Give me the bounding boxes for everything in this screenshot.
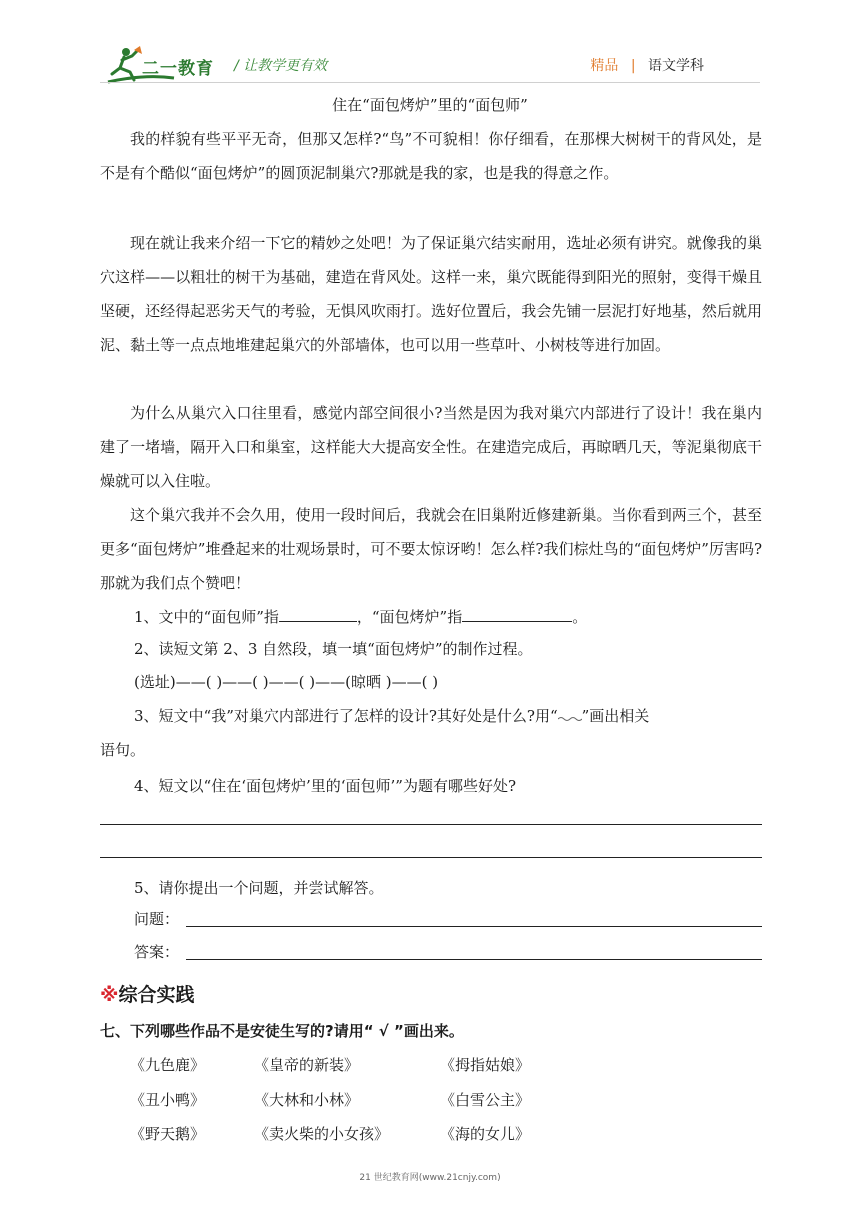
header-right [590,55,704,75]
q1-text-b: ，“面包烤炉”指 [356,608,463,626]
logo-text: 二一教育 [142,59,214,79]
work-item[interactable]: 《大林和小林》 [254,1091,360,1109]
header-divider [100,82,760,83]
question-answer-line[interactable] [186,926,762,927]
page-header [0,0,860,92]
q3-text-a: 3、短文中“我”对巢穴内部进行了怎样的设计?其好处是什么?用“ [134,707,558,725]
answer-answer-line[interactable] [186,959,762,960]
work-item[interactable]: 《皇帝的新装》 [254,1056,360,1074]
question-4: 4、短文以“住在‘面包烤炉’里的‘面包师’”为题有哪些好处? [134,777,516,795]
wavy-underline-icon [558,711,582,721]
paragraph-4: 这个巢穴我并不会久用，使用一段时间后，我就会在旧巢附近修建新巢。当你看到两三个，甚至更多“面包烤炉”堆叠起来的壮观场景时，可不要太惊讶哟！怎么样?我们棕灶鸟的“面包烤炉”厉害吗?那就为我们点个赞吧！ [100,506,762,592]
question-2-flow[interactable]: (选址)——( )——( )——( )——(晾晒 )——( ) [134,673,439,691]
q1-blank-2[interactable] [462,604,572,622]
paragraph-1: 我的样貌有些平平无奇，但那又怎样?“鸟”不可貌相！你仔细看，在那棵大树树干的背风处，是不是有个酷似“面包烤炉”的圆顶泥制巢穴?那就是我的家，也是我的得意之作。 [100,130,762,182]
work-item[interactable]: 《丑小鸭》 [130,1091,206,1109]
answer-label: 答案： [134,943,180,961]
q3-text-b: ”画出相关 [581,707,650,725]
question-label: 问题： [134,910,180,928]
q1-text-end: 。 [572,608,588,626]
work-item[interactable]: 《野天鹅》 [130,1125,206,1143]
q1-blank-1[interactable] [279,604,357,622]
question-3-cont: 语句。 [100,741,146,759]
section-heading [100,980,195,1007]
work-item[interactable]: 《九色鹿》 [130,1056,206,1074]
work-item[interactable]: 《白雪公主》 [440,1091,531,1109]
paragraph-3: 为什么从巢穴入口往里看，感觉内部空间很小?当然是因为我对巢穴内部进行了设计！我在巢内建了一堵墙，隔开入口和巢室，这样能大大提高安全性。在建造完成后，再晾晒几天，等泥巢彻底干燥就可以入住啦。 [100,404,762,490]
q4-answer-line-2[interactable] [100,857,762,858]
question-7: 七、下列哪些作品不是安徒生写的?请用“ √ ”画出来。 [100,1022,464,1040]
subject-label: 语文学科 [648,58,704,74]
quality-label: 精品 [590,58,619,74]
question-1 [134,604,587,629]
work-item[interactable]: 《海的女儿》 [440,1125,531,1143]
header-separator: | [630,58,636,74]
q4-answer-line-1[interactable] [100,824,762,825]
work-item[interactable]: 《拇指姑娘》 [440,1056,531,1074]
slogan: / 让教学更有效 [234,58,328,74]
article-title: 住在“面包烤炉”里的“面包师” [332,96,528,114]
q1-text-a: 1、文中的“面包师”指 [134,608,279,626]
question-5: 5、请你提出一个问题，并尝试解答。 [134,879,384,897]
paragraph-2: 现在就让我来介绍一下它的精妙之处吧！为了保证巢穴结实耐用，选址必须有讲究。就像我的巢穴这样——以粗壮的树干为基础，建造在背风处。这样一来，巢穴既能得到阳光的照射，变得干燥且坚硬，还经得起恶劣天气的考验，无惧风吹雨打。选好位置后，我会先铺一层泥打好地基，然后就用泥、黏土等一点点地堆建起巢穴的外部墙体，也可以用一些草叶、小树枝等进行加固。 [100,234,762,354]
section-title: 综合实践 [118,984,195,1006]
question-2: 2、读短文第 2、3 自然段，填一填“面包烤炉”的制作过程。 [134,640,533,658]
work-item[interactable]: 《卖火柴的小女孩》 [254,1125,390,1143]
question-3 [134,704,649,728]
page-footer: 21 世纪教育网(www.21cnjy.com) [359,1173,501,1183]
section-mark: ※ [100,984,119,1006]
